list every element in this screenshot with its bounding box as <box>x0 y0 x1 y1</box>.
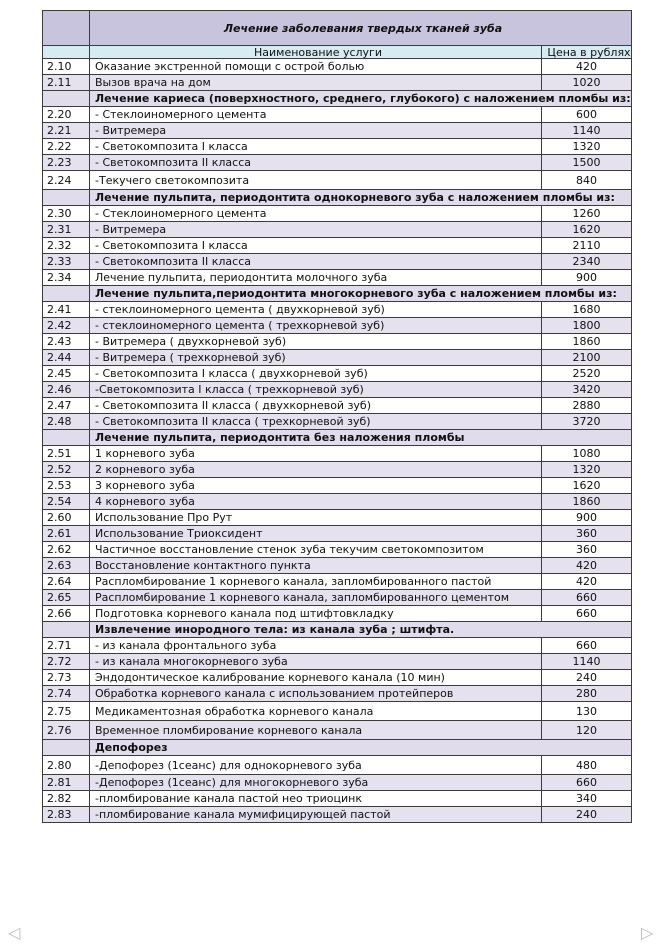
table-row <box>43 107 632 123</box>
section-title: Извлечение инородного тела: из канала зуба ; штифта. <box>90 622 632 638</box>
row-code: 2.73 <box>43 670 90 686</box>
row-code: 2.76 <box>43 721 90 740</box>
table-row <box>43 446 632 462</box>
row-name: - Светокомпозита II класса <box>90 254 542 270</box>
row-price: 1860 <box>542 494 632 510</box>
table-row <box>43 270 632 286</box>
row-code: 2.66 <box>43 606 90 622</box>
table-row <box>43 756 632 775</box>
table-row <box>43 123 632 139</box>
table-row <box>43 721 632 740</box>
row-code: 2.54 <box>43 494 90 510</box>
row-price: 420 <box>542 574 632 590</box>
section-row <box>43 190 632 206</box>
row-name: Распломбирование 1 корневого канала, запломбированного пастой <box>90 574 542 590</box>
row-price: 660 <box>542 606 632 622</box>
row-code: 2.65 <box>43 590 90 606</box>
row-code: 2.61 <box>43 526 90 542</box>
row-name: Использование Триоксидент <box>90 526 542 542</box>
section-code-cell <box>43 740 90 756</box>
row-name: Обработка корневого канала с использованием протейперов <box>90 686 542 702</box>
row-name: Восстановление контактного пункта <box>90 558 542 574</box>
table-row <box>43 791 632 807</box>
row-code: 2.41 <box>43 302 90 318</box>
row-code: 2.31 <box>43 222 90 238</box>
row-price: 1500 <box>542 155 632 171</box>
table-row <box>43 318 632 334</box>
row-name: - стеклоиномерного цемента ( трехкорневой зуб) <box>90 318 542 334</box>
row-price: 1680 <box>542 302 632 318</box>
row-code: 2.34 <box>43 270 90 286</box>
row-code: 2.10 <box>43 59 90 75</box>
header-code-cell <box>43 46 90 59</box>
table-row <box>43 398 632 414</box>
row-price: 240 <box>542 670 632 686</box>
row-code: 2.71 <box>43 638 90 654</box>
row-price: 900 <box>542 270 632 286</box>
header-price: Цена в рублях <box>542 46 632 59</box>
header-service: Наименование услуги <box>90 46 542 59</box>
row-name: Медикаментозная обработка корневого канала <box>90 702 542 721</box>
table-row <box>43 702 632 721</box>
row-name: 1 корневого зуба <box>90 446 542 462</box>
section-title: Депофорез <box>90 740 632 756</box>
row-price: 1140 <box>542 654 632 670</box>
section-title: Лечение пульпита,периодонтита многокорневого зуба с наложением пломбы из: <box>90 286 632 302</box>
row-name: - Витремера <box>90 123 542 139</box>
row-code: 2.43 <box>43 334 90 350</box>
price-table <box>42 10 632 823</box>
row-name: Оказание экстренной помощи с острой болью <box>90 59 542 75</box>
table-row <box>43 638 632 654</box>
row-name: Лечение пульпита, периодонтита молочного зуба <box>90 270 542 286</box>
row-code: 2.64 <box>43 574 90 590</box>
table-row <box>43 494 632 510</box>
table-body <box>43 11 632 823</box>
row-code: 2.48 <box>43 414 90 430</box>
row-price: 360 <box>542 526 632 542</box>
row-code: 2.72 <box>43 654 90 670</box>
table-row <box>43 606 632 622</box>
row-price: 1860 <box>542 334 632 350</box>
row-name: - Светокомпозита I класса <box>90 238 542 254</box>
row-code: 2.75 <box>43 702 90 721</box>
table-row <box>43 171 632 190</box>
table-row <box>43 382 632 398</box>
table-row <box>43 334 632 350</box>
row-name: 3 корневого зуба <box>90 478 542 494</box>
table-row <box>43 526 632 542</box>
next-page-arrow-icon[interactable]: ▷ <box>641 923 654 942</box>
table-row <box>43 807 632 823</box>
row-name: -Депофорез (1сеанс) для однокорневого зуба <box>90 756 542 775</box>
row-price: 340 <box>542 791 632 807</box>
row-name: - Стеклоиномерного цемента <box>90 206 542 222</box>
row-code: 2.80 <box>43 756 90 775</box>
row-price: 600 <box>542 107 632 123</box>
row-code: 2.44 <box>43 350 90 366</box>
row-code: 2.62 <box>43 542 90 558</box>
row-name: -Светокомпозита I класса ( трехкорневой зуб) <box>90 382 542 398</box>
row-code: 2.83 <box>43 807 90 823</box>
row-name: -Депофорез (1сеанс) для многокорневого зуба <box>90 775 542 791</box>
section-title: Лечение пульпита, периодонтита однокорневого зуба с наложением пломбы из: <box>90 190 632 206</box>
row-code: 2.30 <box>43 206 90 222</box>
table-row <box>43 222 632 238</box>
row-name: Вызов врача на дом <box>90 75 542 91</box>
section-title: Лечение пульпита, периодонтита без наложения пломбы <box>90 430 632 446</box>
row-code: 2.63 <box>43 558 90 574</box>
section-code-cell <box>43 190 90 206</box>
row-name: -Текучего светокомпозита <box>90 171 542 190</box>
table-row <box>43 775 632 791</box>
row-price: 1140 <box>542 123 632 139</box>
row-name: -пломбирование канала мумифицирующей пастой <box>90 807 542 823</box>
row-price: 3720 <box>542 414 632 430</box>
table-row <box>43 478 632 494</box>
row-name: - стеклоиномерного цемента ( двухкорневой зуб) <box>90 302 542 318</box>
section-code-cell <box>43 430 90 446</box>
row-code: 2.53 <box>43 478 90 494</box>
row-price: 1620 <box>542 222 632 238</box>
prev-page-arrow-icon[interactable]: ◁ <box>8 923 21 942</box>
row-price: 1080 <box>542 446 632 462</box>
row-price: 840 <box>542 171 632 190</box>
row-name: Частичное восстановление стенок зуба текучим светокомпозитом <box>90 542 542 558</box>
row-code: 2.42 <box>43 318 90 334</box>
table-row <box>43 414 632 430</box>
row-price: 660 <box>542 775 632 791</box>
row-price: 2100 <box>542 350 632 366</box>
row-price: 2110 <box>542 238 632 254</box>
row-price: 1260 <box>542 206 632 222</box>
row-name: - Светокомпозита II класса ( двухкорневой зуб) <box>90 398 542 414</box>
row-price: 280 <box>542 686 632 702</box>
section-row <box>43 286 632 302</box>
row-price: 2520 <box>542 366 632 382</box>
row-price: 360 <box>542 542 632 558</box>
row-price: 1320 <box>542 139 632 155</box>
row-price: 1800 <box>542 318 632 334</box>
row-code: 2.45 <box>43 366 90 382</box>
row-price: 420 <box>542 59 632 75</box>
row-code: 2.47 <box>43 398 90 414</box>
row-code: 2.11 <box>43 75 90 91</box>
row-code: 2.60 <box>43 510 90 526</box>
row-code: 2.24 <box>43 171 90 190</box>
table-row <box>43 302 632 318</box>
section-row <box>43 622 632 638</box>
row-price: 1620 <box>542 478 632 494</box>
row-code: 2.23 <box>43 155 90 171</box>
row-price: 660 <box>542 638 632 654</box>
row-code: 2.74 <box>43 686 90 702</box>
table-row <box>43 574 632 590</box>
row-price: 2880 <box>542 398 632 414</box>
row-price: 900 <box>542 510 632 526</box>
table-row <box>43 139 632 155</box>
row-code: 2.81 <box>43 775 90 791</box>
row-name: - из канала фронтального зуба <box>90 638 542 654</box>
row-name: 2 корневого зуба <box>90 462 542 478</box>
row-code: 2.52 <box>43 462 90 478</box>
row-name: - Светокомпозита I класса ( двухкорневой зуб) <box>90 366 542 382</box>
table-row <box>43 558 632 574</box>
row-name: Подготовка корневого канала под штифтовкладку <box>90 606 542 622</box>
row-code: 2.22 <box>43 139 90 155</box>
row-price: 3420 <box>542 382 632 398</box>
table-row <box>43 350 632 366</box>
section-code-cell <box>43 286 90 302</box>
row-code: 2.51 <box>43 446 90 462</box>
table-row <box>43 670 632 686</box>
section-row <box>43 740 632 756</box>
row-name: Эндодонтическое калибрование корневого канала (10 мин) <box>90 670 542 686</box>
row-name: - Витремера ( двухкорневой зуб) <box>90 334 542 350</box>
row-name: Временное пломбирование корневого канала <box>90 721 542 740</box>
row-price: 120 <box>542 721 632 740</box>
row-price: 1020 <box>542 75 632 91</box>
row-price: 480 <box>542 756 632 775</box>
section-row <box>43 430 632 446</box>
table-row <box>43 75 632 91</box>
row-price: 2340 <box>542 254 632 270</box>
row-name: - Стеклоиномерного цемента <box>90 107 542 123</box>
row-name: Распломбирование 1 корневого канала, запломбированного цементом <box>90 590 542 606</box>
row-code: 2.46 <box>43 382 90 398</box>
row-code: 2.32 <box>43 238 90 254</box>
section-code-cell <box>43 622 90 638</box>
row-code: 2.33 <box>43 254 90 270</box>
row-name: - Витремера <box>90 222 542 238</box>
table-row <box>43 542 632 558</box>
table-row <box>43 654 632 670</box>
row-name: - Витремера ( трехкорневой зуб) <box>90 350 542 366</box>
table-row <box>43 238 632 254</box>
table-row <box>43 254 632 270</box>
row-price: 130 <box>542 702 632 721</box>
section-code-cell <box>43 91 90 107</box>
section-title: Лечение кариеса (поверхностного, среднего, глубокого) с наложением пломбы из: <box>90 91 632 107</box>
row-code: 2.21 <box>43 123 90 139</box>
title-row <box>43 11 632 46</box>
section-row <box>43 91 632 107</box>
row-code: 2.20 <box>43 107 90 123</box>
row-price: 420 <box>542 558 632 574</box>
table-row <box>43 510 632 526</box>
row-code: 2.82 <box>43 791 90 807</box>
row-price: 240 <box>542 807 632 823</box>
row-name: - Светокомпозита II класса <box>90 155 542 171</box>
table-row <box>43 59 632 75</box>
row-name: Использование Про Рут <box>90 510 542 526</box>
table-row <box>43 155 632 171</box>
title-code-cell <box>43 11 90 46</box>
table-row <box>43 686 632 702</box>
table-row <box>43 590 632 606</box>
row-name: 4 корневого зуба <box>90 494 542 510</box>
row-name: - Светокомпозита I класса <box>90 139 542 155</box>
row-name: -пломбирование канала пастой нео триоцинк <box>90 791 542 807</box>
header-row <box>43 46 632 59</box>
table-row <box>43 206 632 222</box>
table-row <box>43 462 632 478</box>
row-name: - из канала многокорневого зуба <box>90 654 542 670</box>
row-price: 660 <box>542 590 632 606</box>
document-title: Лечение заболевания твердых тканей зуба <box>90 11 632 46</box>
row-price: 1320 <box>542 462 632 478</box>
table-row <box>43 366 632 382</box>
row-name: - Светокомпозита II класса ( трехкорневой зуб) <box>90 414 542 430</box>
